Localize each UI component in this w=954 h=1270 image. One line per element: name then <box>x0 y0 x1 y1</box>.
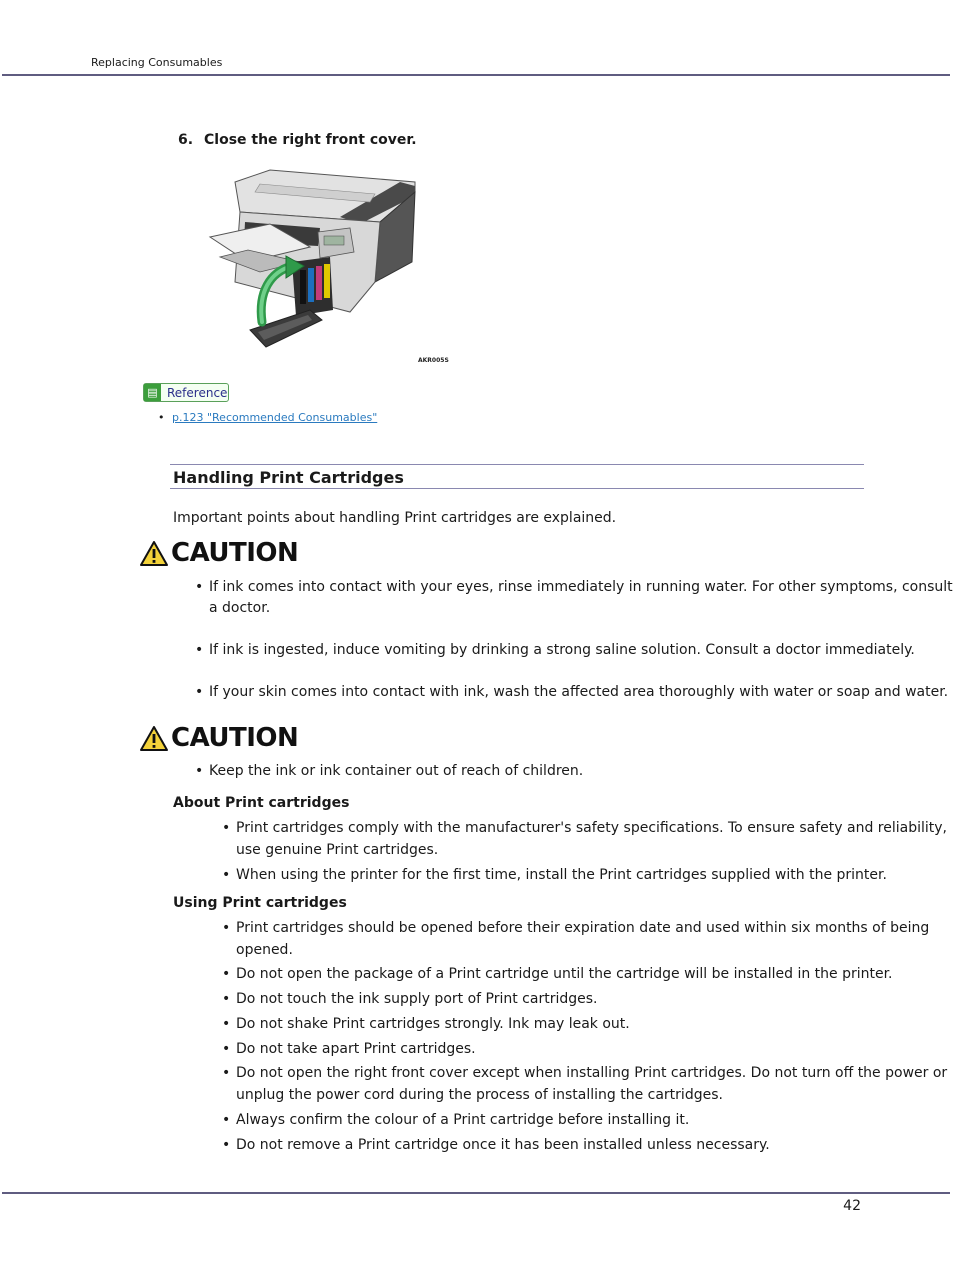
printer-illustration <box>200 162 450 368</box>
list-item: • If ink comes into contact with your eyes, rinse immediately in running water. For other symptoms, consult <box>195 579 953 595</box>
list-item: • Do not touch the ink supply port of Print cartridges. <box>222 991 598 1007</box>
list-item: • Do not remove a Print cartridge once it has been installed unless necessary. <box>222 1137 770 1153</box>
list-item: • When using the printer for the first time, install the Print cartridges supplied with the printer. <box>222 867 887 883</box>
warning-triangle-icon <box>139 540 169 567</box>
about-subheading: About Print cartridges <box>173 795 350 811</box>
list-item: • Do not open the right front cover except when installing Print cartridges. Do not turn off the power or <box>222 1065 948 1081</box>
list-item-continuation: unplug the power cord during the process of installing the cartridges. <box>236 1087 723 1103</box>
running-head: Replacing Consumables <box>91 56 223 69</box>
caution-label-1: CAUTION <box>139 538 298 568</box>
list-item: • If ink is ingested, induce vomiting by drinking a strong saline solution. Consult a doctor immediately. <box>195 642 915 658</box>
page-number: 42 <box>843 1198 861 1214</box>
list-item: • Always confirm the colour of a Print cartridge before installing it. <box>222 1112 690 1128</box>
list-item-continuation: a doctor. <box>209 600 271 616</box>
bullet-icon: • <box>158 411 165 424</box>
list-item-continuation: use genuine Print cartridges. <box>236 842 439 858</box>
list-item: • Do not open the package of a Print cartridge until the cartridge will be installed in the printer. <box>222 966 893 982</box>
reference-badge <box>143 383 229 402</box>
figure-code: AKR005S <box>418 357 449 364</box>
reference-list-item <box>158 411 377 424</box>
step-6 <box>178 132 417 148</box>
list-item: • Do not shake Print cartridges strongly. Ink may leak out. <box>222 1016 630 1032</box>
section-heading <box>170 464 864 489</box>
recommended-consumables-link[interactable]: p.123 "Recommended Consumables" <box>172 411 378 424</box>
header-rule <box>2 74 950 76</box>
step-text: Close the right front cover. <box>204 132 417 148</box>
list-item: • Do not take apart Print cartridges. <box>222 1041 476 1057</box>
footer-rule <box>2 1192 950 1194</box>
list-item: • If your skin comes into contact with ink, wash the affected area thoroughly with water or soap and water. <box>195 684 949 700</box>
list-item: • Keep the ink or ink container out of reach of children. <box>195 763 584 779</box>
reference-label: Reference <box>167 385 228 400</box>
list-item: • Print cartridges should be opened before their expiration date and used within six months of being <box>222 920 930 936</box>
warning-triangle-icon <box>139 725 169 752</box>
list-item: • Print cartridges comply with the manufacturer's safety specifications. To ensure safety and reliability, <box>222 820 947 836</box>
using-subheading: Using Print cartridges <box>173 895 347 911</box>
note-icon: ▤ <box>144 384 161 401</box>
caution-label-2: CAUTION <box>139 723 298 753</box>
section-intro: Important points about handling Print cartridges are explained. <box>173 510 617 526</box>
step-number: 6. <box>178 132 194 148</box>
section-title: Handling Print Cartridges <box>173 468 404 487</box>
list-item-continuation: opened. <box>236 942 293 958</box>
